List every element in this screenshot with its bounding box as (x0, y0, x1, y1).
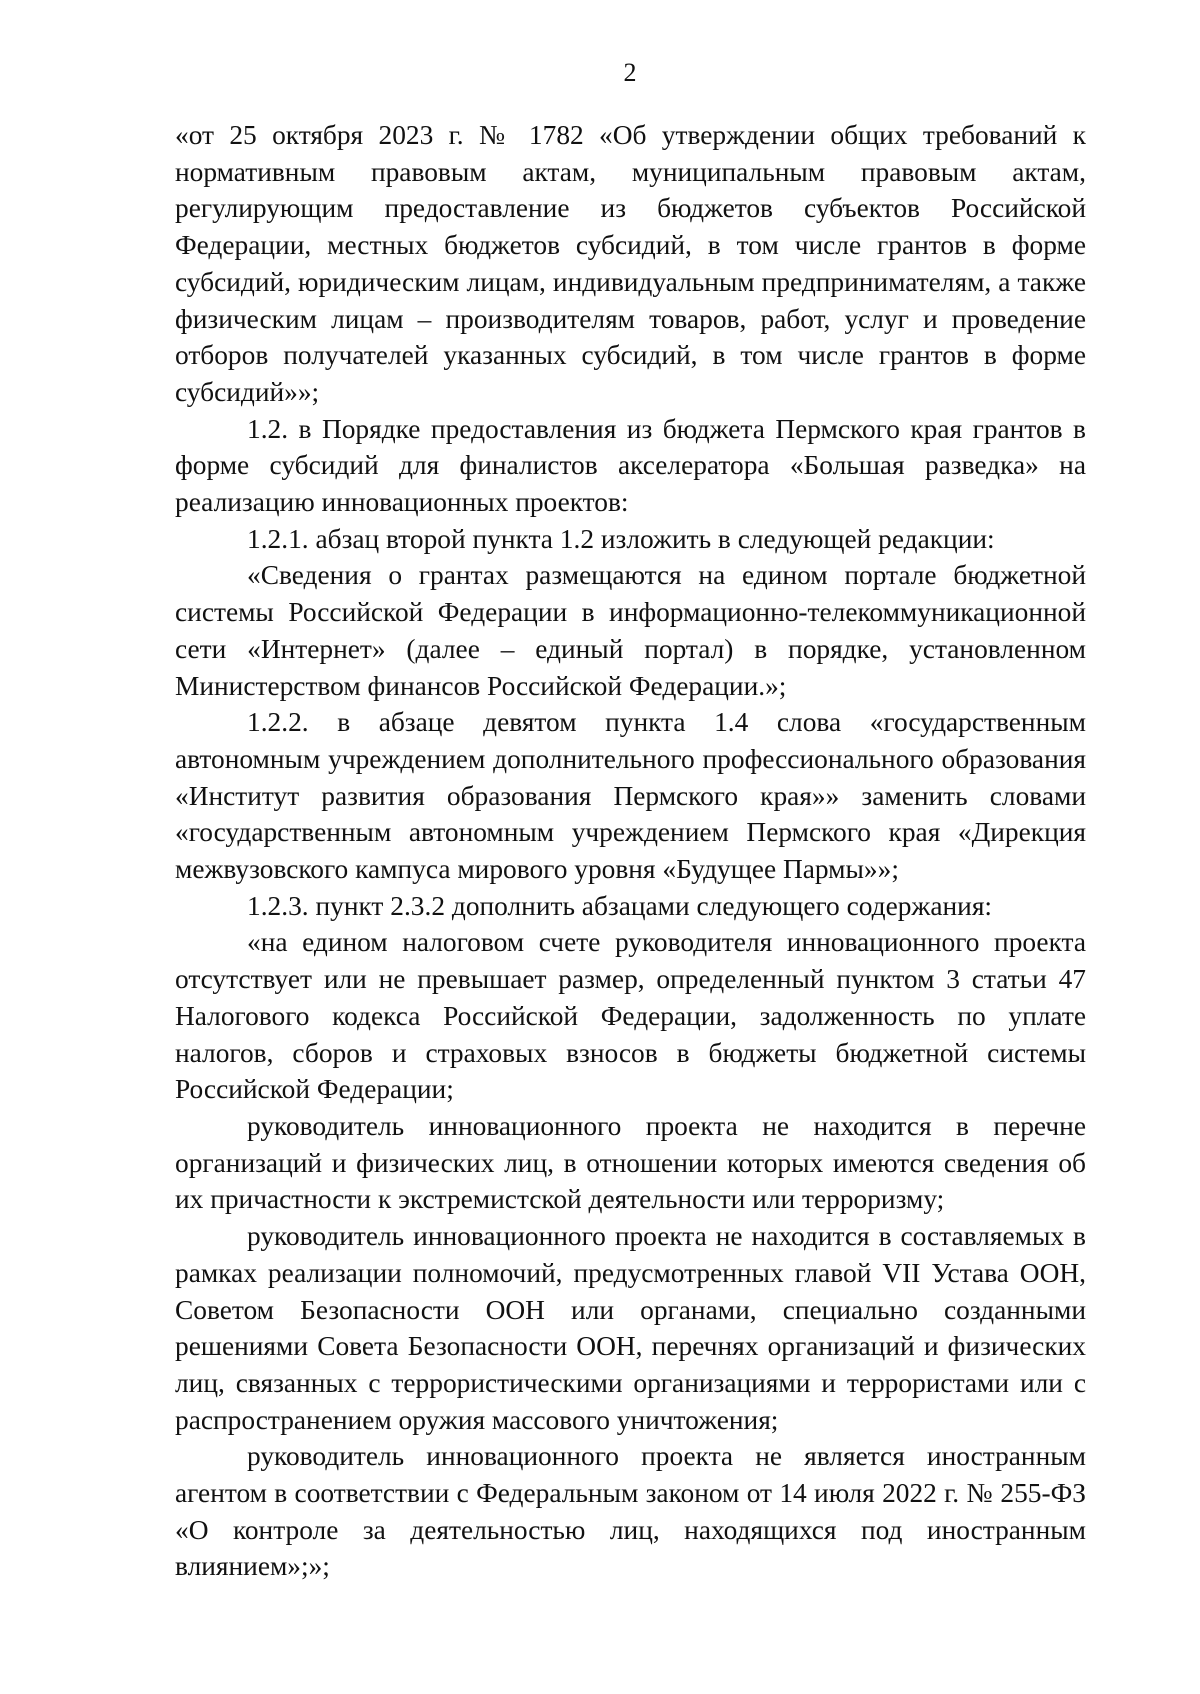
paragraph-grants-info: «Сведения о грантах размещаются на едином портале бюджетной системы Российской Федерации в информационно-телекоммуникационной сети «Интернет» (далее – единый портал) в порядке, установленном Министерством финансов Российской Федерации.»; (175, 560, 1086, 701)
paragraph-foreign-agent: руководитель инновационного проекта не является иностранным агентом в соответствии с Федеральным законом от 14 июля 2022 г. № 255-ФЗ «О контроле за деятельностью лиц, находящихся под иностранным влиянием»;»; (175, 1441, 1086, 1582)
document-body (175, 117, 1086, 1585)
paragraph-extremism-list: руководитель инновационного проекта не находится в перечне организаций и физических лиц, в отношении которых имеются сведения об их причастности к экстремистской деятельности или терроризму; (175, 1110, 1086, 1215)
paragraph-item-1-2: 1.2. в Порядке предоставления из бюджета Пермского края грантов в форме субсидий для финалистов акселератора «Большая разведка» на реализацию инновационных проектов: (175, 413, 1086, 518)
paragraph-item-1-2-2: 1.2.2. в абзаце девятом пункта 1.4 слова «государственным автономным учреждением дополнительного профессионального образования «Институт развития образования Пермского края»» заменить словами «государственным автономным учреждением Пермского края «Дирекция межвузовского кампуса мирового уровня «Будущее Пармы»»; (175, 707, 1086, 885)
paragraph-order-reference: «от 25 октября 2023 г. № 1782 «Об утверждении общих требований к нормативным правовым актам, муниципальным правовым актам, регулирующим предоставление из бюджетов субъектов Российской Федерации, местных бюджетов субсидий, в том числе грантов в форме субсидий, юридическим лицам, индивидуальным предпринимателям, а также физическим лицам – производителям товаров, работ, услуг и проведение отборов получателей указанных субсидий, в том числе грантов в форме субсидий»»; (175, 120, 1086, 407)
paragraph-un-sanctions: руководитель инновационного проекта не находится в составляемых в рамках реализации полномочий, предусмотренных главой VII Устава ООН, Советом Безопасности ООН или органами, специально созданными решениями Совета Безопасности ООН, перечнях организаций и физических лиц, связанных с террористическими организациями и террористами или с распространением оружия массового уничтожения; (175, 1221, 1086, 1435)
paragraph-tax-account: «на едином налоговом счете руководителя инновационного проекта отсутствует или не превышает размер, определенный пунктом 3 статьи 47 Налогового кодекса Российской Федерации, задолженность по уплате налогов, сборов и страховых взносов в бюджеты бюджетной системы Российской Федерации; (175, 927, 1086, 1105)
paragraph-item-1-2-3: 1.2.3. пункт 2.3.2 дополнить абзацами следующего содержания: (247, 890, 993, 921)
page-number: 2 (623, 58, 637, 87)
paragraph-item-1-2-1: 1.2.1. абзац второй пункта 1.2 изложить в следующей редакции: (247, 523, 995, 554)
